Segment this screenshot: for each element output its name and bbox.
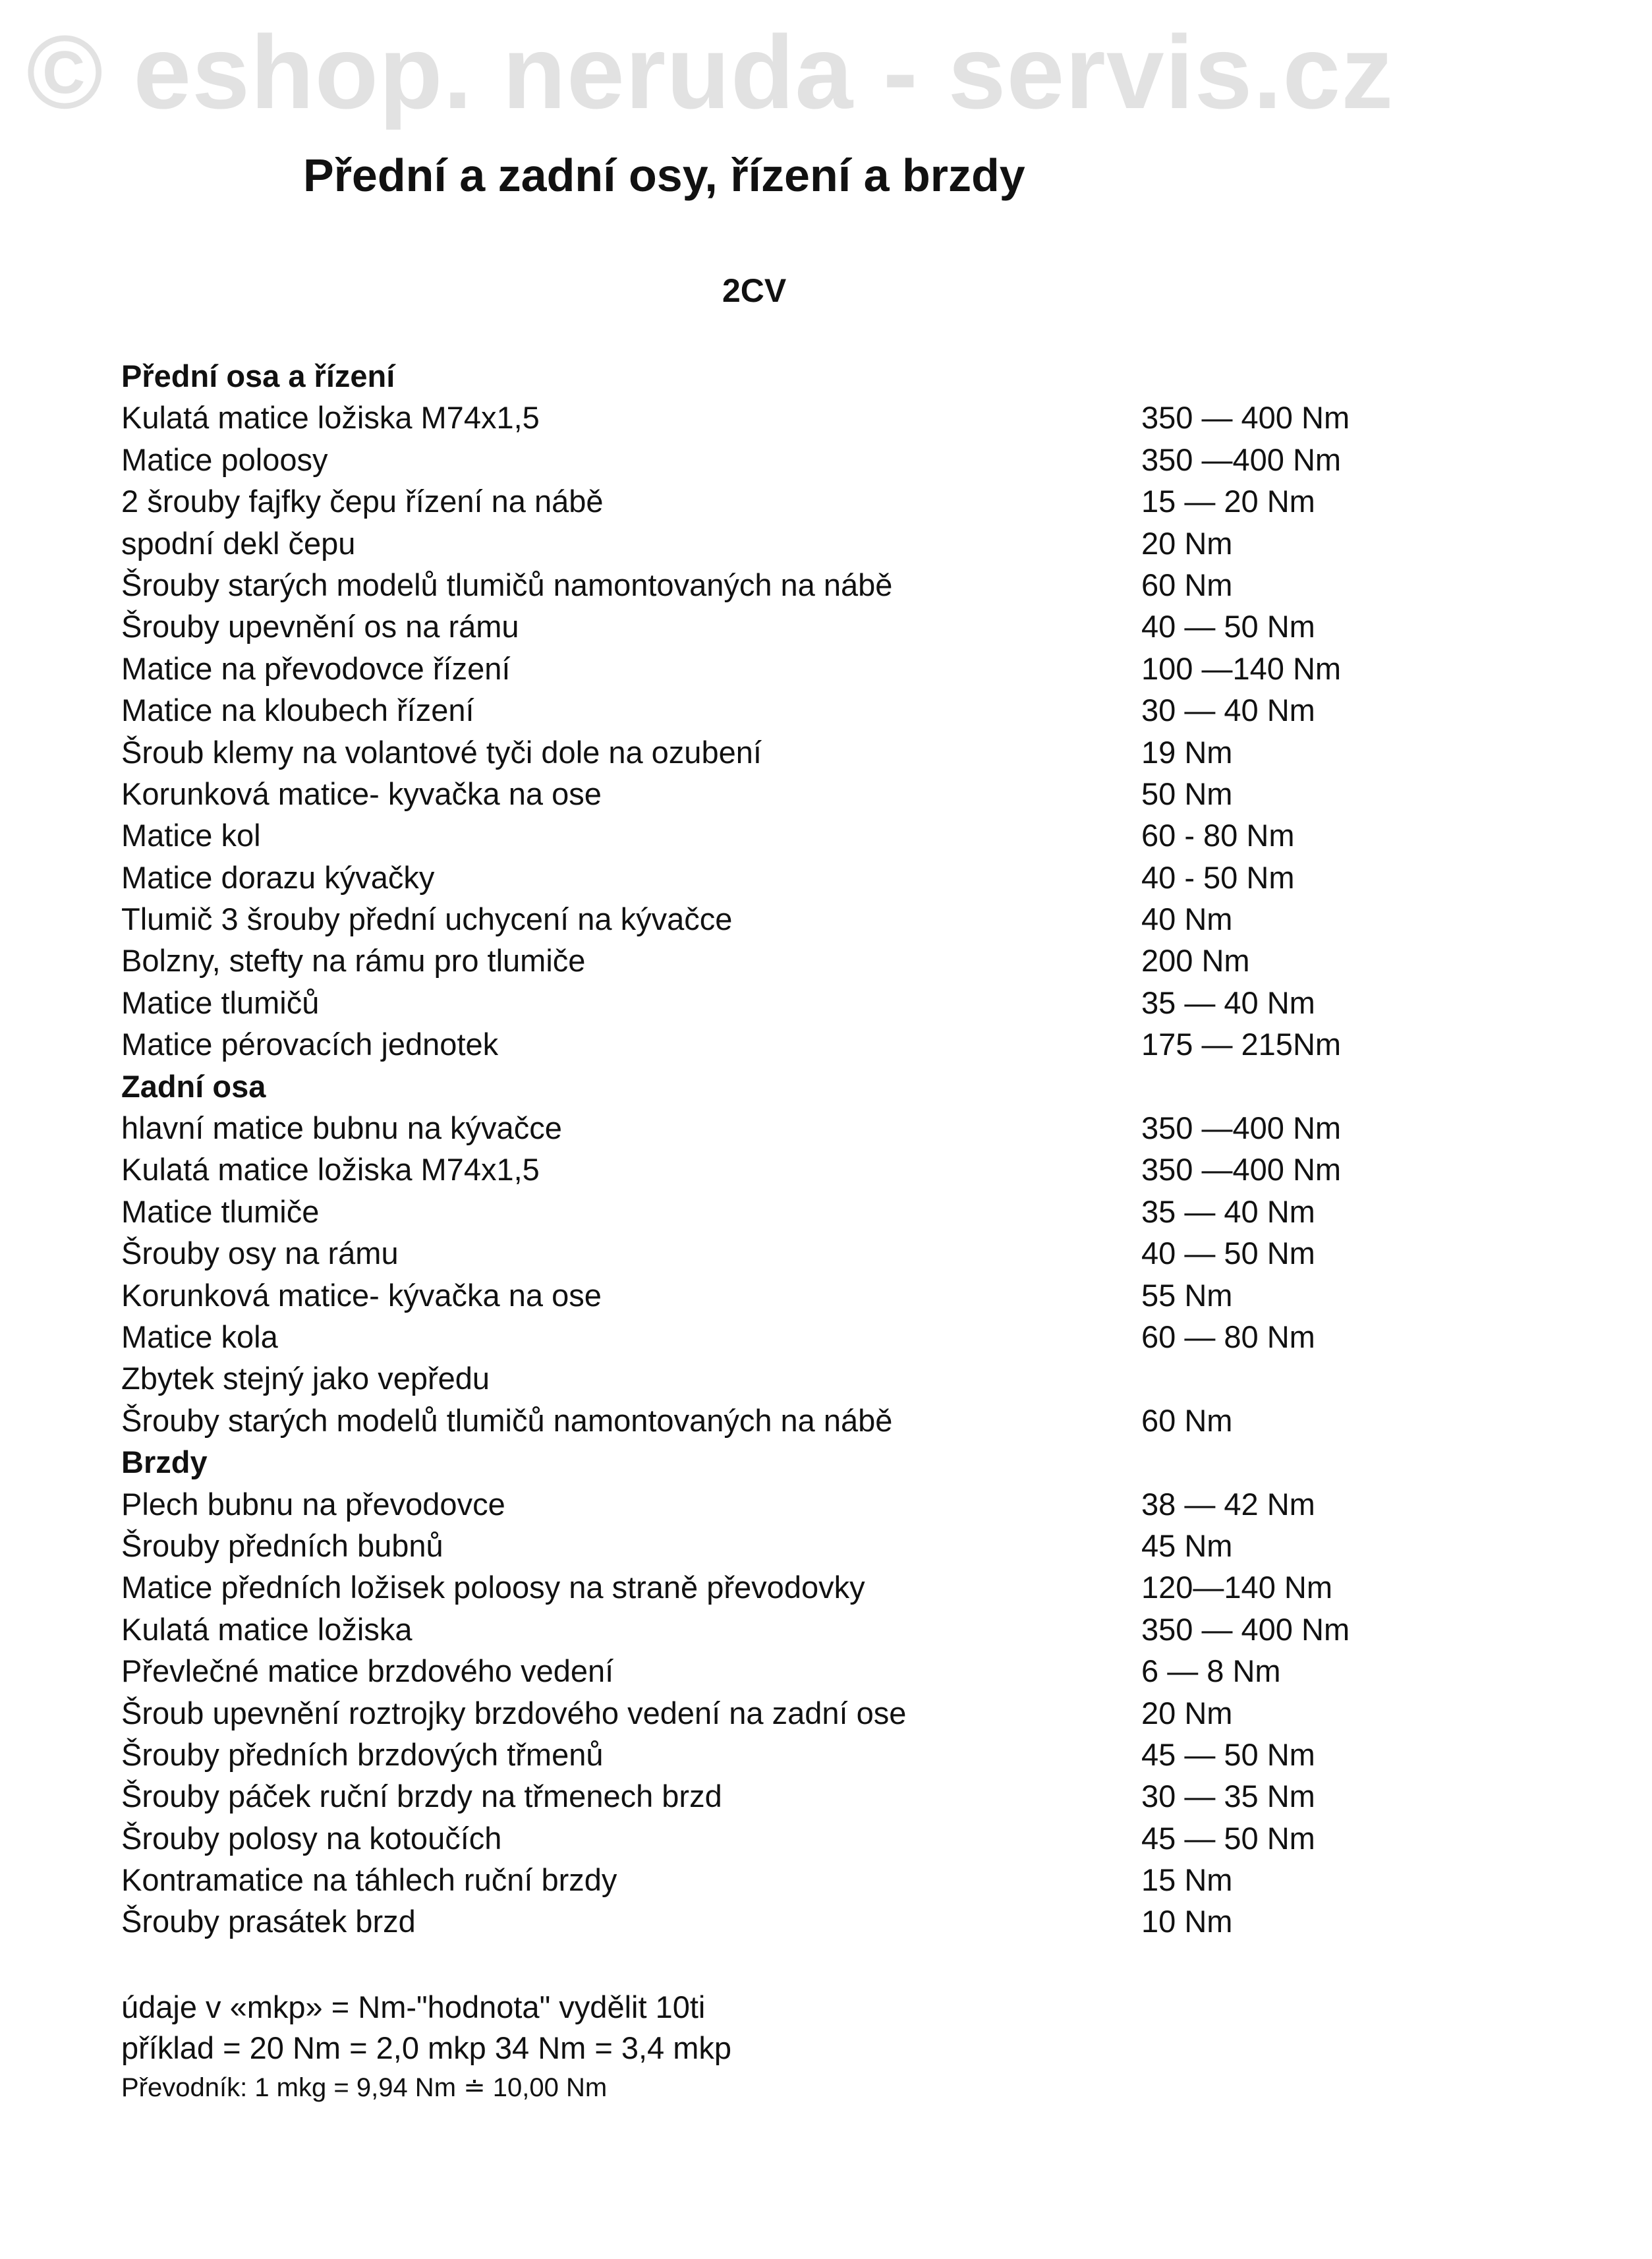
spec-row (121, 648, 1386, 689)
note-example: příklad = 20 Nm = 2,0 mkp 34 Nm = 3,4 mkp (121, 2030, 732, 2065)
spec-label: Šrouby starých modelů tlumičů namontovaných na nábě (121, 1402, 893, 1438)
spec-label: Matice tlumiče (121, 1193, 320, 1229)
spec-label: Šrouby starých modelů tlumičů namontovaných na nábě (121, 567, 893, 602)
spec-label: Matice dorazu kývačky (121, 859, 435, 895)
spec-label: Šrouby upevnění os na rámu (121, 609, 519, 644)
spec-row (121, 1274, 1386, 1316)
spec-row (121, 1734, 1386, 1775)
note-mkp-conversion: údaje v «mkp» = Nm-"hodnota" vydělit 10ti (121, 1989, 706, 2024)
spec-value: 200 Nm (1141, 943, 1250, 979)
spec-value: 19 Nm (1141, 734, 1233, 770)
spec-row (121, 523, 1386, 564)
spec-row (121, 1901, 1386, 1942)
spec-row (121, 689, 1386, 731)
spec-row (121, 1191, 1386, 1232)
spec-value: 45 — 50 Nm (1141, 1820, 1315, 1856)
spec-label: Šrouby předních brzdových třmenů (121, 1736, 604, 1772)
spec-label: Matice kola (121, 1319, 278, 1354)
notes (121, 1987, 731, 2107)
spec-value: 38 — 42 Nm (1141, 1486, 1315, 1522)
spec-row (121, 1817, 1386, 1859)
spec-value: 350 —400 Nm (1141, 442, 1342, 477)
spec-row (121, 1859, 1386, 1901)
spec-label: Šrouby osy na rámu (121, 1236, 399, 1271)
spec-label: Matice na kloubech řízení (121, 693, 474, 728)
spec-label: Tlumič 3 šrouby přední uchycení na kývačce (121, 901, 733, 937)
spec-value: 15 — 20 Nm (1141, 484, 1315, 519)
spec-value: 35 — 40 Nm (1141, 985, 1315, 1020)
spec-label: Plech bubnu na převodovce (121, 1486, 505, 1522)
spec-value: 350 — 400 Nm (1141, 1611, 1350, 1647)
spec-value: 20 Nm (1141, 1695, 1233, 1730)
spec-value: 350 — 400 Nm (1141, 400, 1350, 436)
spec-label: Šrouby předních bubnů (121, 1528, 443, 1563)
spec-value: 40 - 50 Nm (1141, 859, 1295, 895)
spec-label: Matice tlumičů (121, 985, 320, 1020)
spec-value: 35 — 40 Nm (1141, 1193, 1315, 1229)
spec-row (121, 1149, 1386, 1190)
spec-value: 10 Nm (1141, 1904, 1233, 1939)
spec-label: hlavní matice bubnu na kývačce (121, 1110, 562, 1146)
spec-row (121, 731, 1386, 773)
spec-label: Matice předních ložisek poloosy na straně převodovky (121, 1570, 865, 1605)
section-heading (121, 1441, 1386, 1483)
spec-row (121, 1650, 1386, 1692)
spec-row (121, 1609, 1386, 1650)
spec-row (121, 1107, 1386, 1149)
spec-label: Šrouby prasátek brzd (121, 1904, 416, 1939)
spec-row (121, 1566, 1386, 1608)
spec-value: 60 - 80 Nm (1141, 818, 1295, 853)
spec-value: 15 Nm (1141, 1862, 1233, 1898)
section-heading-label: Zadní osa (121, 1068, 266, 1104)
spec-row (121, 857, 1386, 898)
spec-label: Matice kol (121, 818, 261, 853)
spec-value: 40 — 50 Nm (1141, 609, 1315, 644)
model-heading: 2CV (722, 272, 787, 309)
spec-row (121, 606, 1386, 647)
spec-row (121, 815, 1386, 856)
spec-label: Korunková matice- kyvačka na ose (121, 776, 602, 811)
spec-value: 60 — 80 Nm (1141, 1319, 1315, 1354)
spec-value: 175 — 215Nm (1141, 1027, 1342, 1062)
spec-value: 40 — 50 Nm (1141, 1236, 1315, 1271)
section-heading-label: Brzdy (121, 1444, 208, 1480)
spec-row (121, 773, 1386, 815)
spec-row (121, 1232, 1386, 1274)
spec-row (121, 480, 1386, 522)
spec-row (121, 564, 1386, 606)
spec-label: Korunková matice- kývačka na ose (121, 1277, 602, 1313)
spec-value: 60 Nm (1141, 567, 1233, 602)
spec-label: spodní dekl čepu (121, 525, 356, 561)
spec-row (121, 1525, 1386, 1566)
spec-label: Matice pérovacích jednotek (121, 1027, 499, 1062)
spec-row (121, 1483, 1386, 1525)
spec-label: Šrouby polosy na kotoučích (121, 1820, 502, 1856)
spec-value: 40 Nm (1141, 901, 1233, 937)
spec-label: Šroub upevnění roztrojky brzdového vedení na zadní ose (121, 1695, 907, 1730)
section-heading-label: Přední osa a řízení (121, 358, 395, 393)
section-heading (121, 1066, 1386, 1107)
spec-row (121, 898, 1386, 940)
spec-value: 45 — 50 Nm (1141, 1736, 1315, 1772)
spec-label: Kontramatice na táhlech ruční brzdy (121, 1862, 617, 1898)
watermark: © eshop. neruda - servis.cz (26, 14, 1394, 130)
spec-label: 2 šrouby fajfky čepu řízení na nábě (121, 484, 604, 519)
spec-label: Převlečné matice brzdového vedení (121, 1653, 614, 1689)
spec-label: Matice na převodovce řízení (121, 650, 511, 686)
spec-row (121, 982, 1386, 1023)
spec-row (121, 397, 1386, 438)
spec-value: 350 —400 Nm (1141, 1110, 1342, 1146)
spec-value: 20 Nm (1141, 525, 1233, 561)
note-converter: Převodník: 1 mkg = 9,94 Nm ≐ 10,00 Nm (121, 2073, 608, 2102)
spec-label: Šrouby páček ruční brzdy na třmenech brzd (121, 1779, 722, 1814)
spec-label: Kulatá matice ložiska (121, 1611, 413, 1647)
spec-label: Bolzny, stefty na rámu pro tlumiče (121, 943, 586, 979)
spec-row (121, 940, 1386, 981)
spec-row (121, 1023, 1386, 1065)
spec-row (121, 439, 1386, 480)
torque-spec-list (121, 355, 1386, 1943)
spec-value: 30 — 35 Nm (1141, 1779, 1315, 1814)
spec-value: 60 Nm (1141, 1402, 1233, 1438)
spec-label: Kulatá matice ložiska M74x1,5 (121, 1152, 540, 1187)
page-title: Přední a zadní osy, řízení a brzdy (303, 150, 1025, 201)
spec-row (121, 1775, 1386, 1817)
spec-value: 30 — 40 Nm (1141, 693, 1315, 728)
spec-value: 100 —140 Nm (1141, 650, 1342, 686)
spec-value: 45 Nm (1141, 1528, 1233, 1563)
spec-value: 120—140 Nm (1141, 1570, 1332, 1605)
spec-value: 350 —400 Nm (1141, 1152, 1342, 1187)
spec-value: 55 Nm (1141, 1277, 1233, 1313)
section-heading (121, 355, 1386, 397)
spec-row (121, 1358, 1386, 1399)
spec-value: 6 — 8 Nm (1141, 1653, 1281, 1689)
spec-label: Kulatá matice ložiska M74x1,5 (121, 400, 540, 436)
spec-value: 50 Nm (1141, 776, 1233, 811)
spec-row (121, 1316, 1386, 1358)
spec-row (121, 1400, 1386, 1441)
spec-label: Matice poloosy (121, 442, 328, 477)
spec-label: Zbytek stejný jako vepředu (121, 1361, 490, 1396)
spec-label: Šroub klemy na volantové tyči dole na ozubení (121, 734, 762, 770)
spec-row (121, 1692, 1386, 1734)
